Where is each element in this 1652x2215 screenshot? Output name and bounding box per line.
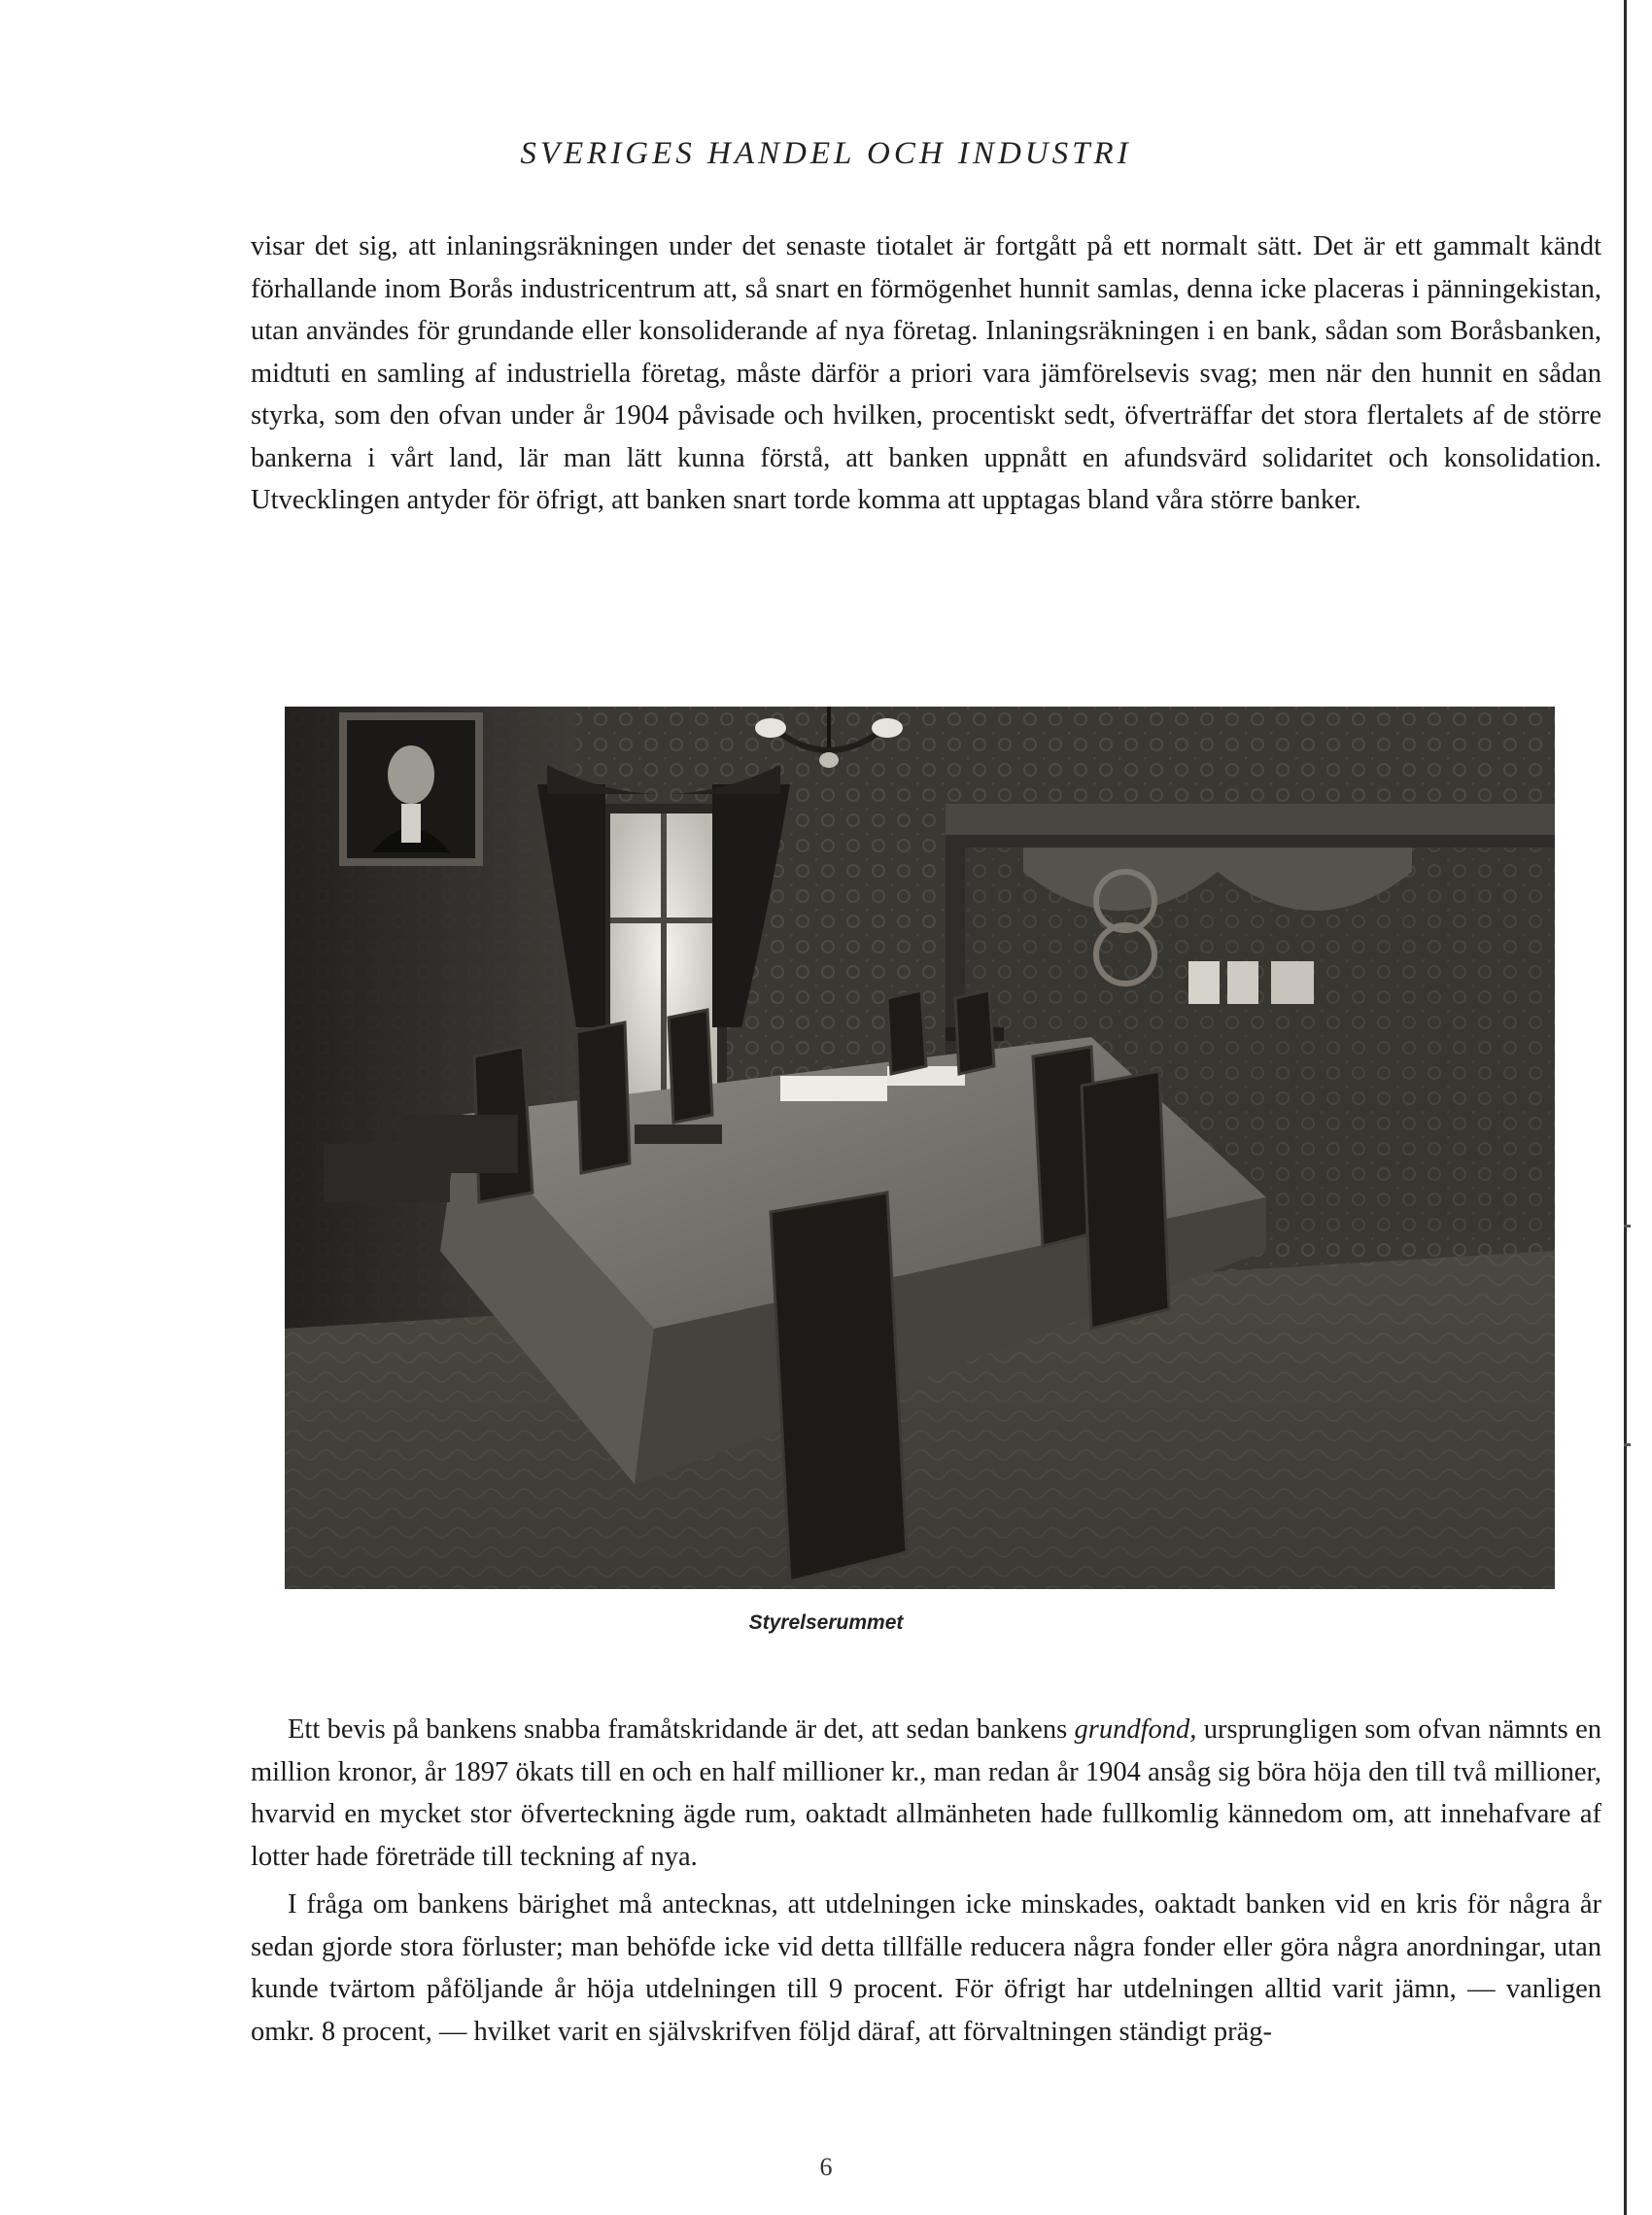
- running-header: SVERIGES HANDEL OCH INDUSTRI: [520, 136, 1132, 171]
- edge-mark: [1624, 1443, 1631, 1446]
- body-paragraph-3: I fråga om bankens bärighet må antecknas, att utdelningen icke minskades, oaktadt banken vid en kris för några år sedan gjorde stora förluster; man behöfde icke vid detta tillfälle reducera några fonder eller göra några anordningar, utan kunde tvärtom påföljande år höja utdelningen till 9 procent. För öfrigt har utdelningen alltid varit jämn, — vanligen omkr. 8 procent, — hvilket varit en självskrifven följd däraf, att förvaltningen ständigt präg-: [251, 1889, 1601, 2047]
- body-paragraph-2: [251, 1709, 1601, 1878]
- page-number: 6: [819, 2153, 833, 2181]
- body-paragraph-1: visar det sig, att inlaningsräkningen under det senaste tiotalet är fortgått på ett normalt sätt. Det är ett gammalt kändt förhallande inom Borås industricentrum att, så snart en förmögenhet hunnit samlas, denna icke placeras i pänningekistan, utan användes för grundande eller konsoliderande af nya företag. Inlaningsräkningen i en bank, sådan som Boråsbanken, midtuti en samling af industriella företag, måste därför a priori vara jämförelsevis svag; men när den hunnit en sådan styrka, som den ofvan under år 1904 påvisade och hvilken, procentiskt sedt, öfverträffar det stora flertalets af de större bankerna i vårt land, lär man lätt kunna förstå, att banken uppnått en afundsvärd solidaritet och konsolidation. Utvecklingen antyder för öfrigt, att banken snart torde komma att upptagas bland våra större banker.: [251, 231, 1601, 515]
- photo-caption: Styrelserummet: [748, 1611, 904, 1634]
- boardroom-illustration: [285, 707, 1555, 1589]
- paragraph-2-text-start: Ett bevis på bankens snabba framåtskridande är det, att sedan bankens: [288, 1714, 1075, 1745]
- boardroom-photograph: [285, 707, 1555, 1589]
- emphasized-term: grundfond,: [1074, 1714, 1197, 1745]
- page-edge-line: [1624, 0, 1627, 2215]
- edge-mark: [1624, 1225, 1631, 1228]
- paragraph-2-text-end: ursprungligen som ofvan nämnts en million kronor, år 1897 ökats till en och en half millioner kr., man redan år 1904 ansåg sig böra höja den till två millioner, hvarvid en mycket stor öfverteckning ägde rum, oaktadt allmänheten hade fullkomlig kännedom om, att innehafvare af lotter hade företräde till teckning af nya.: [251, 1714, 1602, 1872]
